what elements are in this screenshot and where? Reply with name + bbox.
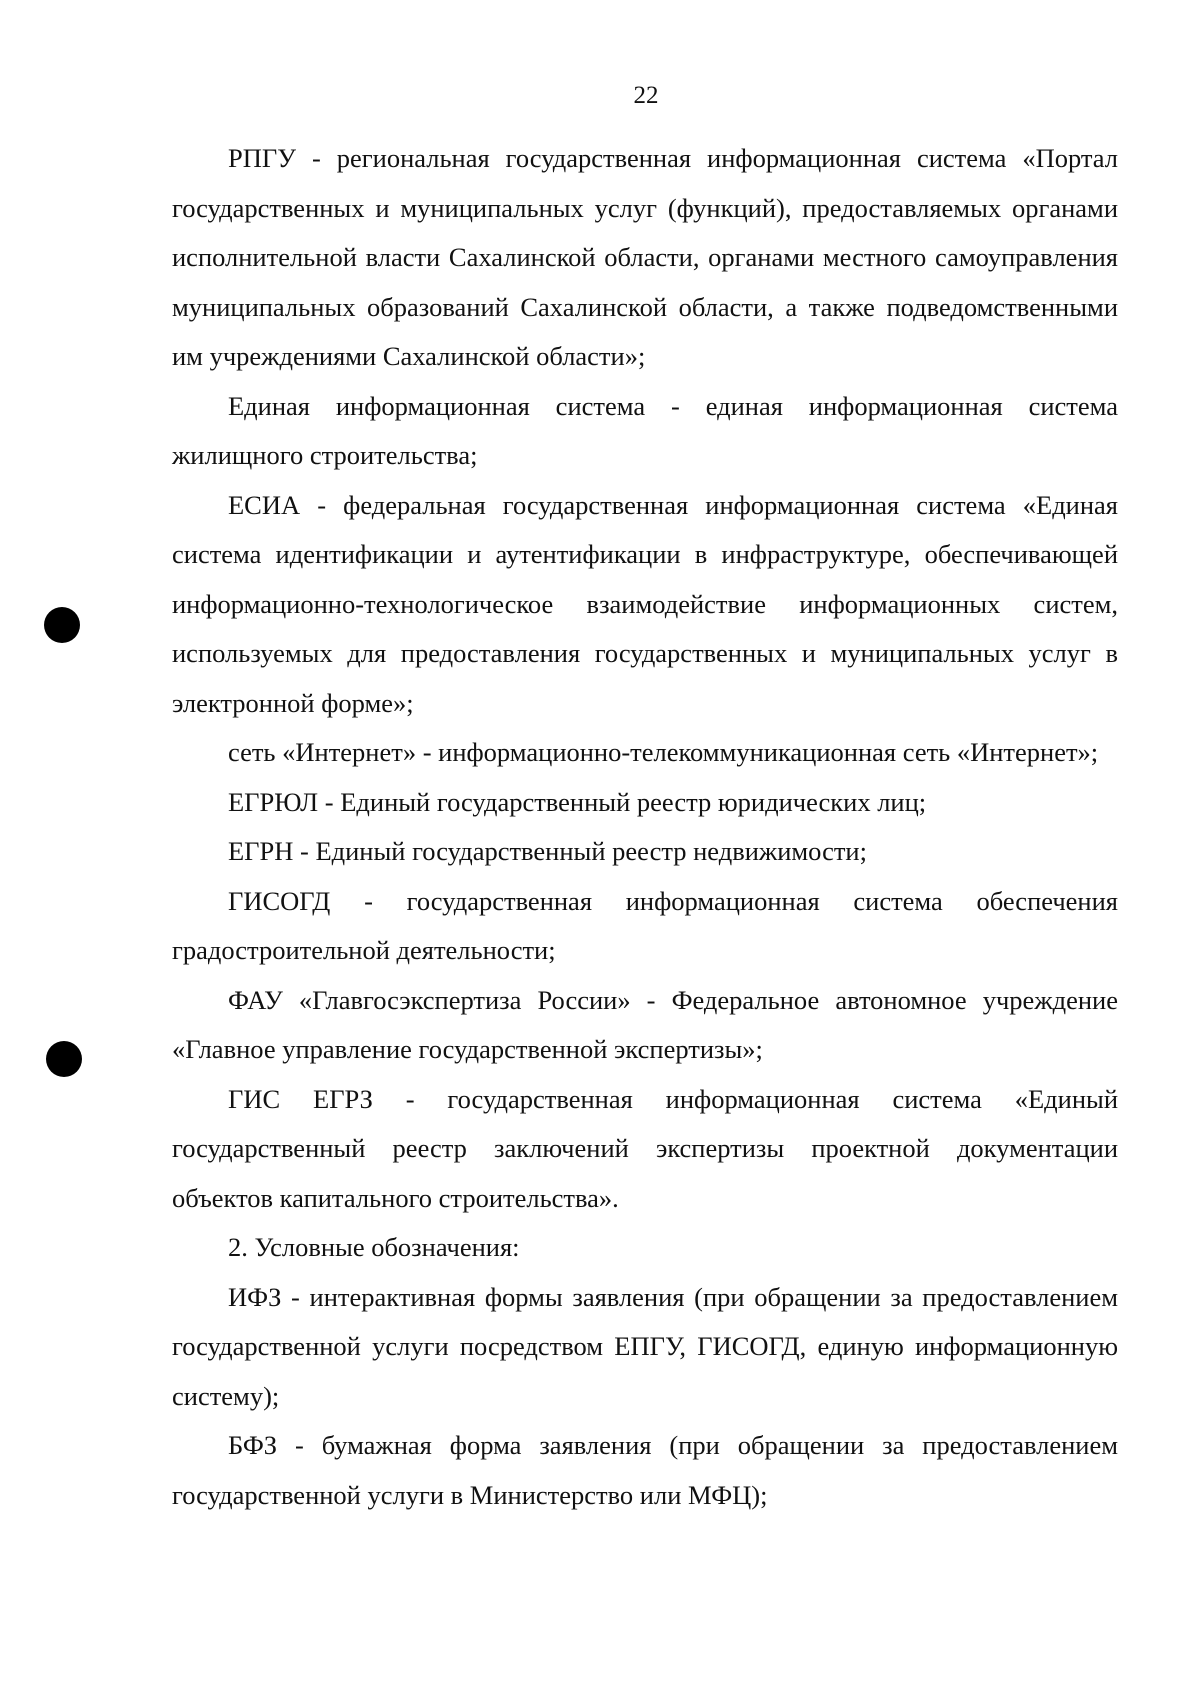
definition-rpgu: РПГУ - региональная государственная информационная система «Портал государственных и муниципальных услуг (функций), предоставляемых органами исполнительной власти Сахалинской области, органами местного самоуправления муниципальных образований Сахалинской области, а также подведомственными им учреждениями Сахалинской области»; — [172, 143, 1118, 371]
definition-egrul: ЕГРЮЛ - Единый государственный реестр юридических лиц; — [228, 786, 927, 817]
definition-glavgosexpertiza: ФАУ «Главгосэкспертиза России» - Федеральное автономное учреждение «Главное управление государственной экспертизы»; — [172, 984, 1118, 1064]
definition-esia: ЕСИА - федеральная государственная информационная система «Единая система идентификации и аутентификации в инфраструктуре, обеспечивающей информационно-технологическое взаимодействие информационных систем, используемых для предоставления государственных и муниципальных услуг в электронной форме»; — [172, 489, 1118, 718]
definition-internet: сеть «Интернет» - информационно-телекоммуникационная сеть «Интернет»; — [228, 737, 1099, 767]
definition-gisogd: ГИСОГД - государственная информационная система обеспечения градостроительной деятельности; — [172, 885, 1118, 965]
section-heading: 2. Условные обозначения: — [228, 1232, 520, 1262]
definition-egrn: ЕГРН - Единый государственный реестр недвижимости; — [228, 836, 867, 866]
definition-gis-egrz: ГИС ЕГРЗ - государственная информационная система «Единый государственный реестр заключений экспертизы проектной документации объектов капитального строительства». — [172, 1083, 1118, 1213]
punch-hole — [44, 607, 80, 643]
notation-bfz: БФЗ - бумажная форма заявления (при обращении за предоставлением государственной услуги в Министерство или МФЦ); — [172, 1430, 1118, 1510]
notation-ifz: ИФЗ - интерактивная формы заявления (при обращении за предоставлением государственной услуги посредством ЕПГУ, ГИСОГД, единую информационную систему); — [172, 1281, 1118, 1411]
page-number: 22 — [633, 82, 659, 109]
document-body — [172, 134, 1118, 1520]
punch-hole — [46, 1041, 82, 1077]
definition-eis: Единая информационная система - единая информационная система жилищного строительства; — [172, 390, 1118, 470]
